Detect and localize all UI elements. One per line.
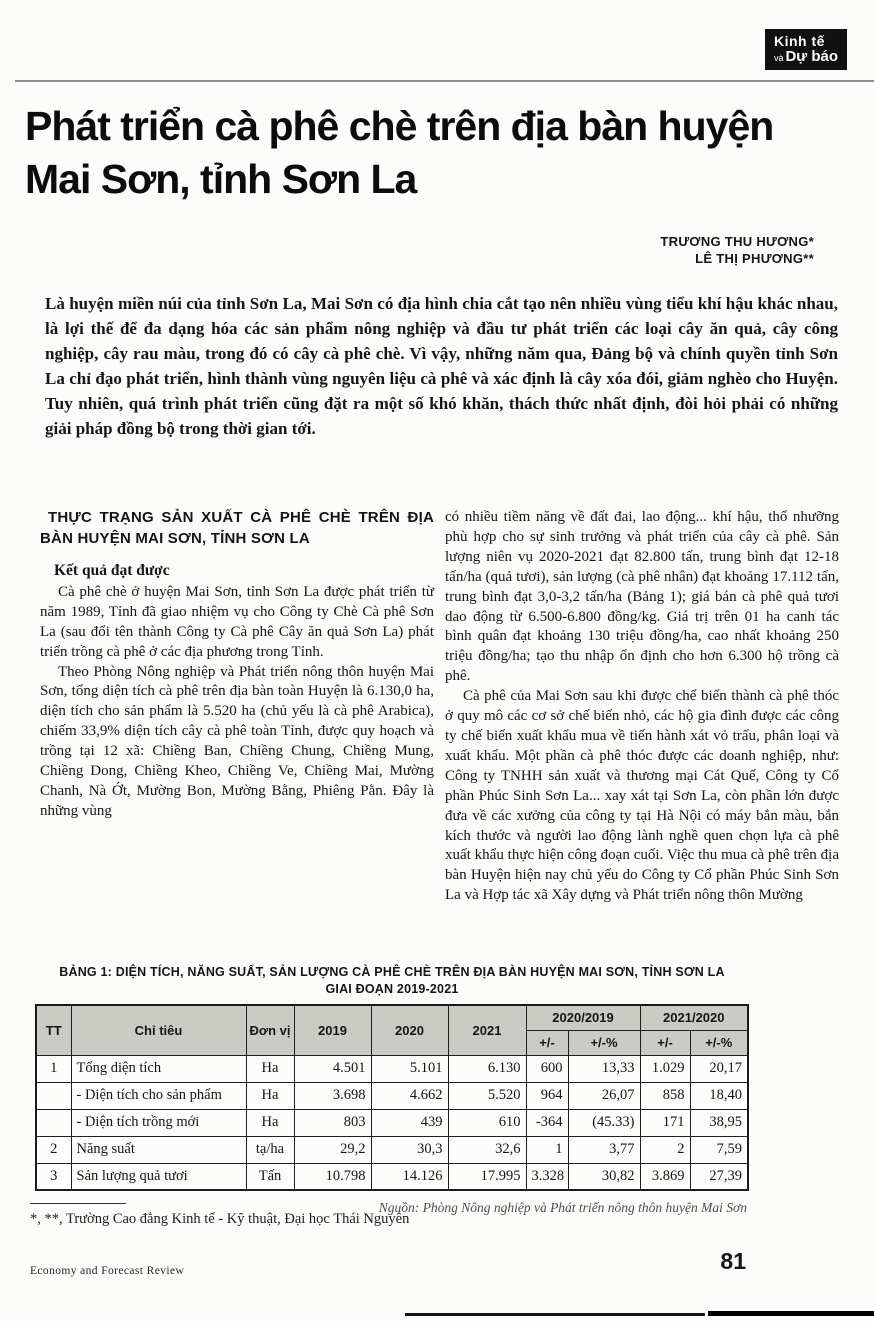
cell-2021: 610 <box>448 1109 526 1136</box>
footnote-divider <box>30 1203 126 1204</box>
cell-tt: 1 <box>36 1055 71 1082</box>
table-source: Nguồn: Phòng Nông nghiệp và Phát triển nông thôn huyện Mai Sơn <box>378 1200 747 1215</box>
cell-2020: 14.126 <box>371 1163 448 1190</box>
col-subheader-pct1: +/-% <box>568 1030 640 1055</box>
col-subheader-diff2: +/- <box>640 1030 690 1055</box>
cell-pct1: 13,33 <box>568 1055 640 1082</box>
table-row <box>36 1055 748 1082</box>
page-number: 81 <box>720 1248 746 1274</box>
col-group-2021-2020: 2021/2020 <box>640 1005 748 1030</box>
col-header-unit: Đơn vị <box>246 1005 294 1055</box>
cell-unit: Ha <box>246 1109 294 1136</box>
journal-logo <box>765 29 847 70</box>
col-group-2020-2019: 2020/2019 <box>526 1005 640 1030</box>
cell-tt: 2 <box>36 1136 71 1163</box>
cell-2020: 439 <box>371 1109 448 1136</box>
col-header-indicator: Chỉ tiêu <box>71 1005 246 1055</box>
cell-2020: 5.101 <box>371 1055 448 1082</box>
table-caption-line1: BẢNG 1: DIỆN TÍCH, NĂNG SUẤT, SẢN LƯỢNG CÀ PHÊ CHÈ TRÊN ĐỊA BÀN HUYỆN MAI SƠN, TỈNH SƠN LA <box>59 965 725 979</box>
bottom-rule-thick <box>708 1311 874 1316</box>
cell-pct1: 3,77 <box>568 1136 640 1163</box>
cell-pct1: (45.33) <box>568 1109 640 1136</box>
table-row <box>36 1082 748 1109</box>
logo-word-va: và <box>773 52 784 63</box>
cell-2021: 6.130 <box>448 1055 526 1082</box>
section-heading: THỰC TRẠNG SẢN XUẤT CÀ PHÊ CHÈ TRÊN ĐỊA BÀN HUYỆN MAI SƠN, TỈNH SƠN LA <box>40 509 434 547</box>
cell-pct2: 38,95 <box>690 1109 748 1136</box>
cell-indicator: Năng suất <box>71 1136 246 1163</box>
cell-diff1: 600 <box>526 1055 568 1082</box>
col-header-2020: 2020 <box>371 1005 448 1055</box>
col-subheader-diff1: +/- <box>526 1030 568 1055</box>
bottom-rule-thin <box>405 1313 705 1316</box>
body-paragraph: Theo Phòng Nông nghiệp và Phát triển nông thôn huyện Mai Sơn, tổng diện tích cà phê trên địa bàn toàn Huyện là 6.130,0 ha, diện tích cho sản phẩm là 5.520 ha (chủ yếu là cà phê Arabica), chiếm 33,9% diện tích cây cà phê toàn Tỉnh, được quy hoạch và trồng tại 12 xã: Chiềng Ban, Chiềng Chung, Chiềng Mung, Chiềng Dong, Chiềng Kheo, Chiềng Ve, Chiềng Mai, Mường Chanh, Nà Ớt, Mường Bon, Mường Bằng, Phiêng Pằn. Đây là những vùng <box>40 663 434 819</box>
right-column <box>445 508 839 966</box>
cell-pct1: 26,07 <box>568 1082 640 1109</box>
col-header-2021: 2021 <box>448 1005 526 1055</box>
logo-line1: Kinh tế <box>773 33 825 49</box>
cell-diff1: 1 <box>526 1136 568 1163</box>
table-row <box>36 1163 748 1190</box>
data-table <box>35 1004 749 1191</box>
cell-2020: 30,3 <box>371 1136 448 1163</box>
cell-2021: 5.520 <box>448 1082 526 1109</box>
left-column <box>40 508 434 966</box>
cell-pct2: 20,17 <box>690 1055 748 1082</box>
logo-line2 <box>774 49 838 65</box>
logo-word-dubao: Dự báo <box>785 47 838 65</box>
cell-tt <box>36 1109 71 1136</box>
cell-tt: 3 <box>36 1163 71 1190</box>
author-2: LÊ THỊ PHƯƠNG** <box>695 251 814 266</box>
cell-indicator: Sản lượng quả tươi <box>71 1163 246 1190</box>
cell-2019: 4.501 <box>294 1055 371 1082</box>
table-section <box>30 964 830 1216</box>
journal-name: Economy and Forecast Review <box>30 1265 185 1277</box>
cell-unit: tạ/ha <box>246 1136 294 1163</box>
cell-2019: 3.698 <box>294 1082 371 1109</box>
cell-unit: Tấn <box>246 1163 294 1190</box>
cell-pct1: 30,82 <box>568 1163 640 1190</box>
cell-pct2: 7,59 <box>690 1136 748 1163</box>
sub-heading: Kết quả đạt được <box>54 562 170 579</box>
cell-diff2: 858 <box>640 1082 690 1109</box>
body-paragraph: Cà phê chè ở huyện Mai Sơn, tỉnh Sơn La được phát triển từ năm 1989, Tỉnh đã giao nhiệm vụ cho Công ty Chè Cà phê Sơn La (sau đổi tên thành Công ty Cà phê Cây ăn quả Sơn La) phát triển trồng cà phê ở các địa phương trong Tỉnh. <box>40 583 434 660</box>
cell-diff1: 3.328 <box>526 1163 568 1190</box>
cell-diff1: 964 <box>526 1082 568 1109</box>
footnote-text: *, **, Trường Cao đẳng Kinh tế - Kỹ thuật, Đại học Thái Nguyên <box>30 1211 410 1227</box>
cell-2021: 17.995 <box>448 1163 526 1190</box>
cell-diff2: 1.029 <box>640 1055 690 1082</box>
cell-indicator: - Diện tích cho sản phẩm <box>71 1082 246 1109</box>
cell-diff2: 3.869 <box>640 1163 690 1190</box>
cell-2021: 32,6 <box>448 1136 526 1163</box>
cell-indicator: - Diện tích trồng mới <box>71 1109 246 1136</box>
body-paragraph: Cà phê của Mai Sơn sau khi được chế biến thành cà phê thóc ở quy mô các cơ sở chế biến nhỏ, các hộ gia đình được các công ty chế biến xuất khẩu mua về tiến hành xát vỏ trấu, phân loại và xuất khẩu. Một phần cà phê thóc được các doanh nghiệp, như: Công ty TNHH sản xuất và thương mại Cát Quế, Công ty Cổ phần Phúc Sinh Sơn La... xay xát tại Sơn La, còn phần lớn được đưa về các xưởng của công ty tại Hà Nội có máy bắn màu, bắn kích thước và người lao động lành nghề quen chọn lựa cà phê xuất khẩu thực hiện công đoạn cuối. Việc thu mua cà phê trên địa bàn Huyện hiện nay chủ yếu do Công ty Cổ phần Phúc Sinh Sơn La và Hợp tác xã Xây dựng và Phát triển nông thôn Mường <box>445 688 839 904</box>
cell-indicator: Tổng diện tích <box>71 1055 246 1082</box>
header-divider <box>15 80 874 82</box>
table-caption <box>35 964 749 998</box>
table-row <box>36 1136 748 1163</box>
cell-diff2: 171 <box>640 1109 690 1136</box>
cell-tt <box>36 1082 71 1109</box>
col-header-tt: TT <box>36 1005 71 1055</box>
article-title: Phát triển cà phê chè trên địa bàn huyện Mai Sơn, tỉnh Sơn La <box>25 103 774 203</box>
cell-2019: 803 <box>294 1109 371 1136</box>
cell-2019: 10.798 <box>294 1163 371 1190</box>
cell-2020: 4.662 <box>371 1082 448 1109</box>
col-subheader-pct2: +/-% <box>690 1030 748 1055</box>
table-caption-line2: GIAI ĐOẠN 2019-2021 <box>325 982 459 996</box>
cell-diff1: -364 <box>526 1109 568 1136</box>
cell-unit: Ha <box>246 1055 294 1082</box>
author-1: TRƯƠNG THU HƯƠNG* <box>660 234 814 249</box>
body-paragraph: có nhiều tiềm năng về đất đai, lao động... khí hậu, thổ nhưỡng phù hợp cho sự sinh trưởng và phát triển của cây cà phê. Sản lượng niên vụ 2020-2021 đạt 82.800 tấn, trung bình đạt 12-18 tấn/ha (quả tươi), sản lượng (cà phê nhân) đạt khoảng 17.112 tấn, trung bình đạt 3,0-3,2 tấn/ha (Bảng 1); giá bán cà phê quả tươi dao động từ 6.500-6.800 đồng/kg. Giá trị trên 01 ha canh tác bình quân đạt khoảng 130 triệu đồng/ha, cao nhất khoảng 250 triệu đồng/ha; tạo thu nhập ổn định cho hơn 6.300 hộ trồng cà phê. <box>445 509 839 685</box>
cell-pct2: 27,39 <box>690 1163 748 1190</box>
cell-2019: 29,2 <box>294 1136 371 1163</box>
body-columns <box>40 508 840 966</box>
cell-unit: Ha <box>246 1082 294 1109</box>
col-header-2019: 2019 <box>294 1005 371 1055</box>
table-row <box>36 1109 748 1136</box>
abstract-text: Là huyện miền núi của tỉnh Sơn La, Mai Sơn có địa hình chia cắt tạo nên nhiều vùng tiểu khí hậu khác nhau, là lợi thế để đa dạng hóa các sản phẩm nông nghiệp và đầu tư phát triển các loại cây ăn quả, cây công nghiệp, cây rau màu, trong đó có cây cà phê chè. Vì vậy, những năm qua, Đảng bộ và chính quyền tỉnh Sơn La chỉ đạo phát triển, hình thành vùng nguyên liệu cà phê và xác định là cây xóa đói, giảm nghèo cho Huyện. Tuy nhiên, quá trình phát triển cũng đặt ra một số khó khăn, thách thức nhất định, đòi hỏi phải có những giải pháp đồng bộ trong thời gian tới. <box>45 294 838 438</box>
author-block <box>660 233 814 267</box>
cell-diff2: 2 <box>640 1136 690 1163</box>
cell-pct2: 18,40 <box>690 1082 748 1109</box>
